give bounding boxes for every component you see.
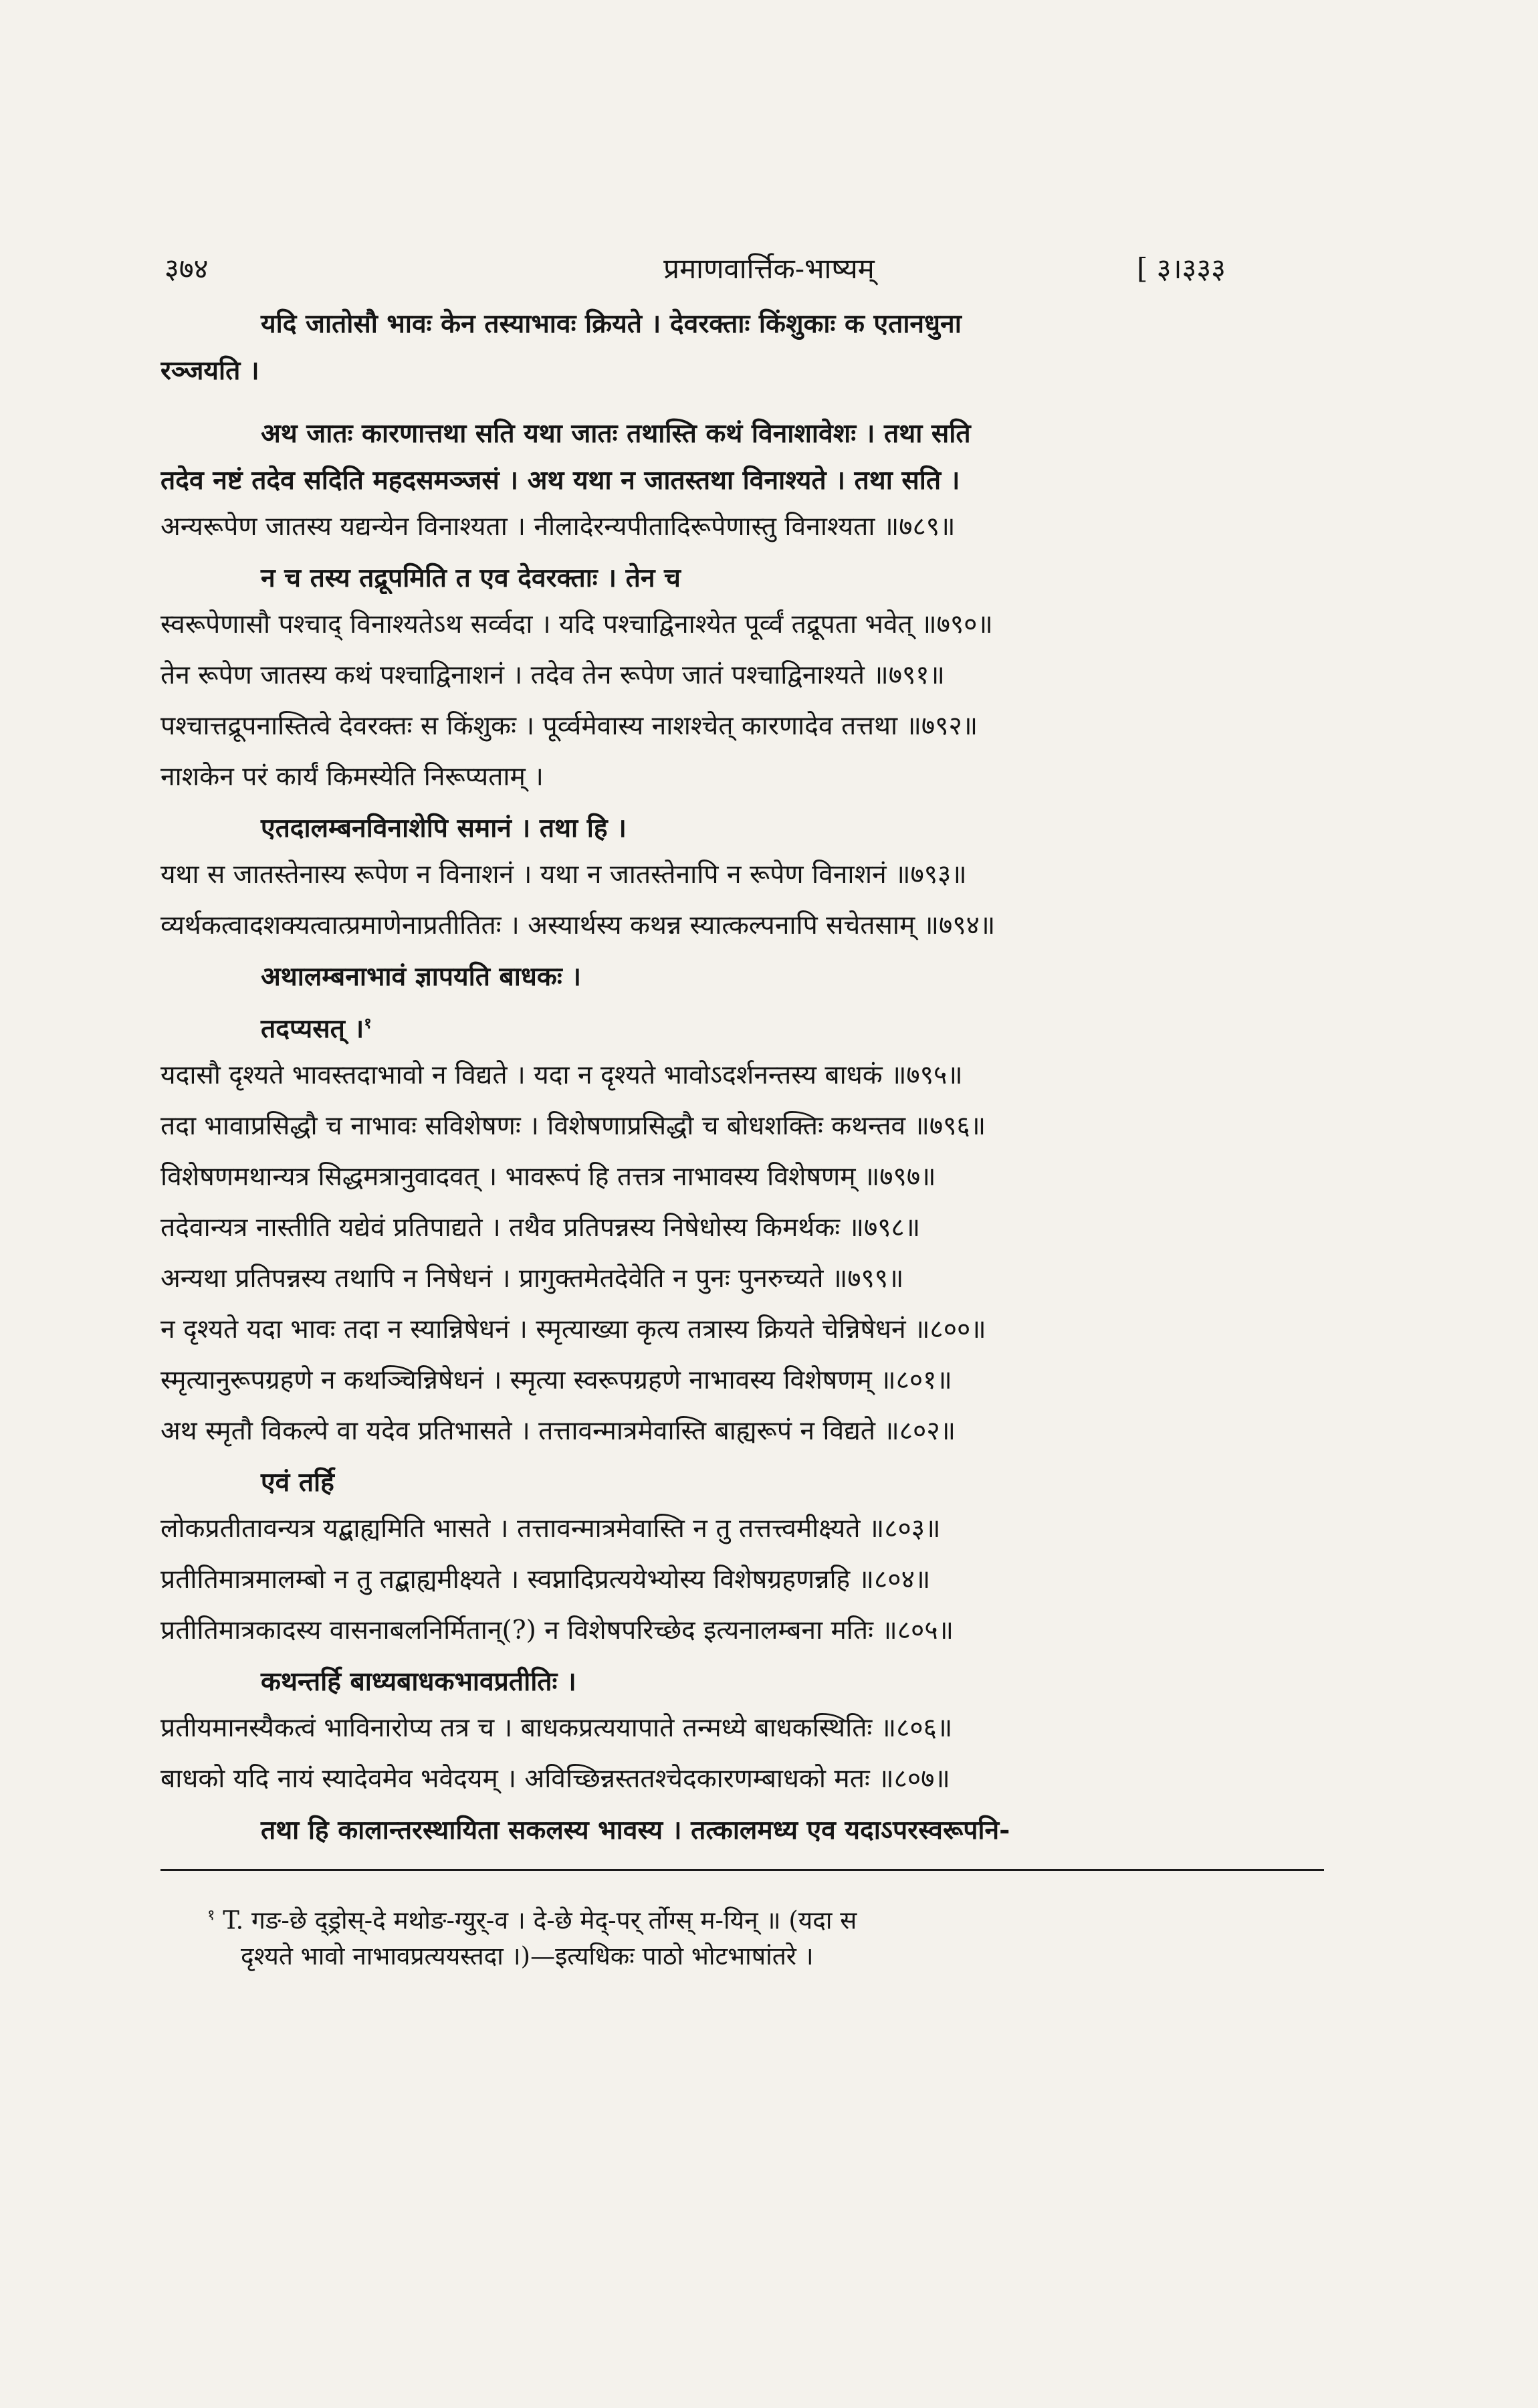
line-text: नाशकेन परं कार्यं किमस्येति निरूप्यताम् । [160,762,544,792]
verse-line [160,1513,1324,1545]
line-text: बाधको यदि नायं स्यादेवमेव भवेदयम् । अविच्छिन्नस्ततश्चेदकारणम्बाधको मतः ॥८०७॥ [160,1764,950,1794]
running-header [0,249,1538,289]
verse-line [160,1060,1324,1092]
footnote-rule [160,1869,1324,1871]
verse-line [160,1263,1324,1295]
footnote-marker: १ [207,1907,215,1924]
verse-line [160,1212,1324,1244]
footnote-line [160,1898,1324,1938]
verse-line [160,761,1324,793]
line-text: यथा स जातस्तेनास्य रूपेण न विनाशनं । यथा न जातस्तेनापि न रूपेण विनाशनं ॥७९३॥ [160,860,967,890]
line-text: अथ स्मृतौ विकल्पे वा यदेव प्रतिभासते । तत्तावन्मात्रमेवास्ति बाह्यरूपं न विद्यते ॥८०२॥ [160,1416,956,1446]
line-text: अथालम्बनाभावं ज्ञापयति बाधकः । [261,961,582,992]
line-text: एवं तर्हि [261,1467,334,1498]
prose-line [160,812,1324,844]
line-text: तदा भावाप्रसिद्धौ च नाभावः सविशेषणः । विशेषणाप्रसिद्धौ च बोधशक्तिः कथन्तव ॥७९६॥ [160,1111,986,1141]
line-text: रञ्जयति । [160,355,259,386]
line-text: व्यर्थकत्वादशक्यत्वात्प्रमाणेनाप्रतीतितः । अस्यार्थस्य कथन्न स्यात्कल्पनापि सचेतसाम् ॥७९४॥ [160,910,996,940]
verse-line [160,511,1324,543]
line-text: अन्यथा प्रतिपन्नस्य तथापि न निषेधनं । प्रागुक्तमेतदेवेति न पुनः पुनरुच्यते ॥७९९॥ [160,1264,904,1294]
verse-line [160,660,1324,692]
verse-line [160,1615,1324,1647]
prose-line [160,464,1324,496]
verse-line [160,1763,1324,1795]
prose-line [160,961,1324,993]
line-text: अन्यरूपेण जातस्य यद्यन्येन विनाश्यता । नीलादेरन्यपीतादिरूपेणास्तु विनाश्यता ॥७८९॥ [160,512,956,542]
section-reference: [ ३।३३३ [1137,252,1226,285]
verse-line [160,1415,1324,1447]
prose-line [160,417,1324,449]
verse-line [160,1110,1324,1142]
line-text: अथ जातः कारणात्तथा सति यथा जातः तथास्ति कथं विनाशावेशः । तथा सति [261,418,971,449]
line-text: विशेषणमथान्यत्र सिद्धमत्रानुवादवत् । भावरूपं हि तत्तत्र नाभावस्य विशेषणम् ॥७९७॥ [160,1162,936,1192]
verse-line [160,1712,1324,1744]
line-text: यदासौ दृश्यते भावस्तदाभावो न विद्यते । यदा न दृश्यते भावोऽदर्शनन्तस्य बाधकं ॥७९५॥ [160,1060,963,1090]
verse-line [160,1564,1324,1596]
line-text: तदप्यसत् । [261,1013,364,1044]
line-text: स्वरूपेणासौ पश्चाद् विनाश्यतेऽथ सर्व्वदा । यदि पश्चाद्विनाश्येत पूर्व्वं तद्रूपता भवेत् ॥७९०॥ [160,609,993,639]
verse-line [160,910,1324,942]
prose-line [160,1666,1324,1698]
footnote-text: T. गङ-छे द्ड्रोस्-दे मथोङ-ग्युर्-व । दे-छे मेद्-पर् र्तोग्स् म-यिन् ॥ (यदा स [215,1906,857,1935]
page-number: ३७४ [164,252,209,285]
line-text: लोकप्रतीतावन्यत्र यद्बाह्यमिति भासते । तत्तावन्मात्रमेवास्ति न तु तत्तत्त्वमीक्ष्यते ॥८०३॥ [160,1514,941,1544]
line-text: न दृश्यते यदा भावः तदा न स्यान्निषेधनं । स्मृत्याख्या कृत्य तत्रास्य क्रियते चेन्निषेधनं ॥८००॥ [160,1314,986,1344]
line-text: तदेवान्यत्र नास्तीति यद्येवं प्रतिपाद्यते । तथैव प्रतिपन्नस्य निषेधोस्य किमर्थकः ॥७९८॥ [160,1213,921,1243]
verse-line [160,1314,1324,1346]
prose-line [160,1814,1324,1846]
prose-line [160,562,1324,594]
prose-line [160,355,1324,387]
footnote [160,1898,1324,1975]
line-text: तदेव नष्टं तदेव सदिति महदसमञ्जसं । अथ यथा न जातस्तथा विनाश्यते । तथा सति । [160,465,960,496]
footnote-line [160,1938,1324,1975]
verse-line [160,1161,1324,1193]
line-text: कथन्तर्हि बाध्यबाधकभावप्रतीतिः । [261,1666,576,1697]
line-text: न च तस्य तद्रूपमिति त एव देवरक्ताः । तेन च [261,563,681,593]
verse-line [160,609,1324,641]
book-title: प्रमाणवार्त्तिक-भाष्यम् [663,252,875,285]
line-text: एतदालम्बनविनाशेपि समानं । तथा हि । [261,813,627,843]
line-text: प्रतीतिमात्रमालम्बो न तु तद्बाह्यमीक्ष्यते । स्वप्नादिप्रत्ययेभ्योस्य विशेषग्रहणन्नहि ॥८०४॥ [160,1565,931,1595]
line-text: यदि जातोसौ भावः केन तस्याभावः क्रियते । देवरक्ताः किंशुकाः क एतानधुना [261,308,962,339]
text-body [160,308,1324,1975]
verse-line [160,710,1324,742]
line-text: प्रतीयमानस्यैकत्वं भाविनारोप्य तत्र च । बाधकप्रत्ययापाते तन्मध्ये बाधकस्थितिः ॥८०६॥ [160,1713,953,1743]
prose-line [160,1466,1324,1498]
prose-line [160,1007,1324,1045]
prose-line [160,308,1324,340]
line-text: स्मृत्यानुरूपग्रहणे न कथञ्चिन्निषेधनं । स्मृत्या स्वरूपग्रहणे नाभावस्य विशेषणम् ॥८०१॥ [160,1365,952,1395]
line-text: तेन रूपेण जातस्य कथं पश्चाद्विनाशनं । तदेव तेन रूपेण जातं पश्चाद्विनाश्यते ॥७९१॥ [160,660,945,690]
footnote-ref: १ [364,1015,372,1032]
line-text: तथा हि कालान्तरस्थायिता सकलस्य भावस्य । तत्कालमध्य एव यदाऽपरस्वरूपनि- [261,1815,1010,1845]
verse-line [160,859,1324,891]
verse-line [160,1365,1324,1397]
line-text: प्रतीतिमात्रकादस्य वासनाबलनिर्मितान्(?) न विशेषपरिच्छेद इत्यनालम्बना मतिः ॥८०५॥ [160,1615,954,1645]
line-text: पश्चात्तद्रूपनास्तित्वे देवरक्तः स किंशुकः । पूर्व्वमेवास्य नाशश्चेत् कारणादेव तत्तथा ॥७९२॥ [160,711,978,741]
footnote-text: दृश्यते भावो नाभावप्रत्ययस्तदा ।)—इत्यधिकः पाठो भोटभाषांतरे । [241,1942,814,1971]
